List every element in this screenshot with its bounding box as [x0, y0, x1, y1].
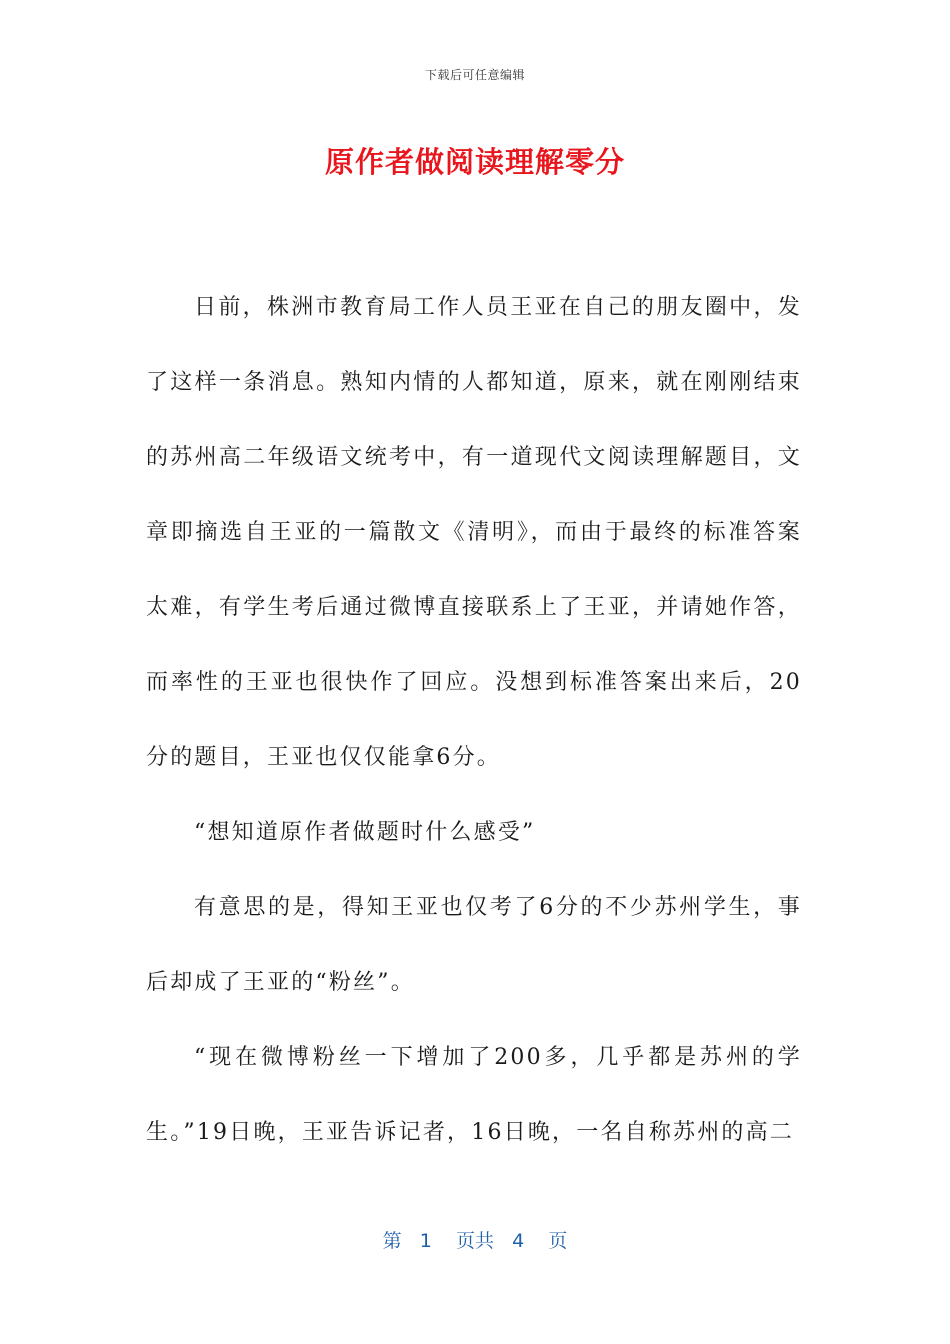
footer-page-suffix: 页	[548, 1230, 568, 1252]
page-title: 原作者做阅读理解零分	[324, 145, 625, 179]
page-footer	[0, 1226, 950, 1253]
footer-page-total: 4	[512, 1230, 525, 1252]
paragraph-4: “现在微博粉丝一下增加了200多，几乎都是苏州的学生。”19日晚，王亚告诉记者，16日晚，一名自称苏州的高二	[146, 1045, 802, 1145]
article-body	[146, 270, 802, 1170]
footer-page-label: 第	[382, 1230, 402, 1252]
paragraph-3: 有意思的是，得知王亚也仅考了6分的不少苏州学生，事后却成了王亚的“粉丝”。	[146, 895, 802, 995]
footer-page-sep: 页共	[455, 1230, 494, 1252]
paragraph-1: 日前，株洲市教育局工作人员王亚在自己的朋友圈中，发了这样一条消息。熟知内情的人都知道，原来，就在刚刚结束的苏州高二年级语文统考中，有一道现代文阅读理解题目，文章即摘选自王亚的一篇散文《清明》，而由于最终的标准答案太难，有学生考后通过微博直接联系上了王亚，并请她作答，而率性的王亚也很快作了回应。没想到标准答案出来后，20分的题目，王亚也仅仅能拿6分。	[146, 295, 802, 770]
footer-page-current: 1	[419, 1230, 432, 1252]
paragraph-2: “想知道原作者做题时什么感受”	[194, 820, 536, 845]
header-note: 下载后可任意编辑	[424, 68, 525, 82]
